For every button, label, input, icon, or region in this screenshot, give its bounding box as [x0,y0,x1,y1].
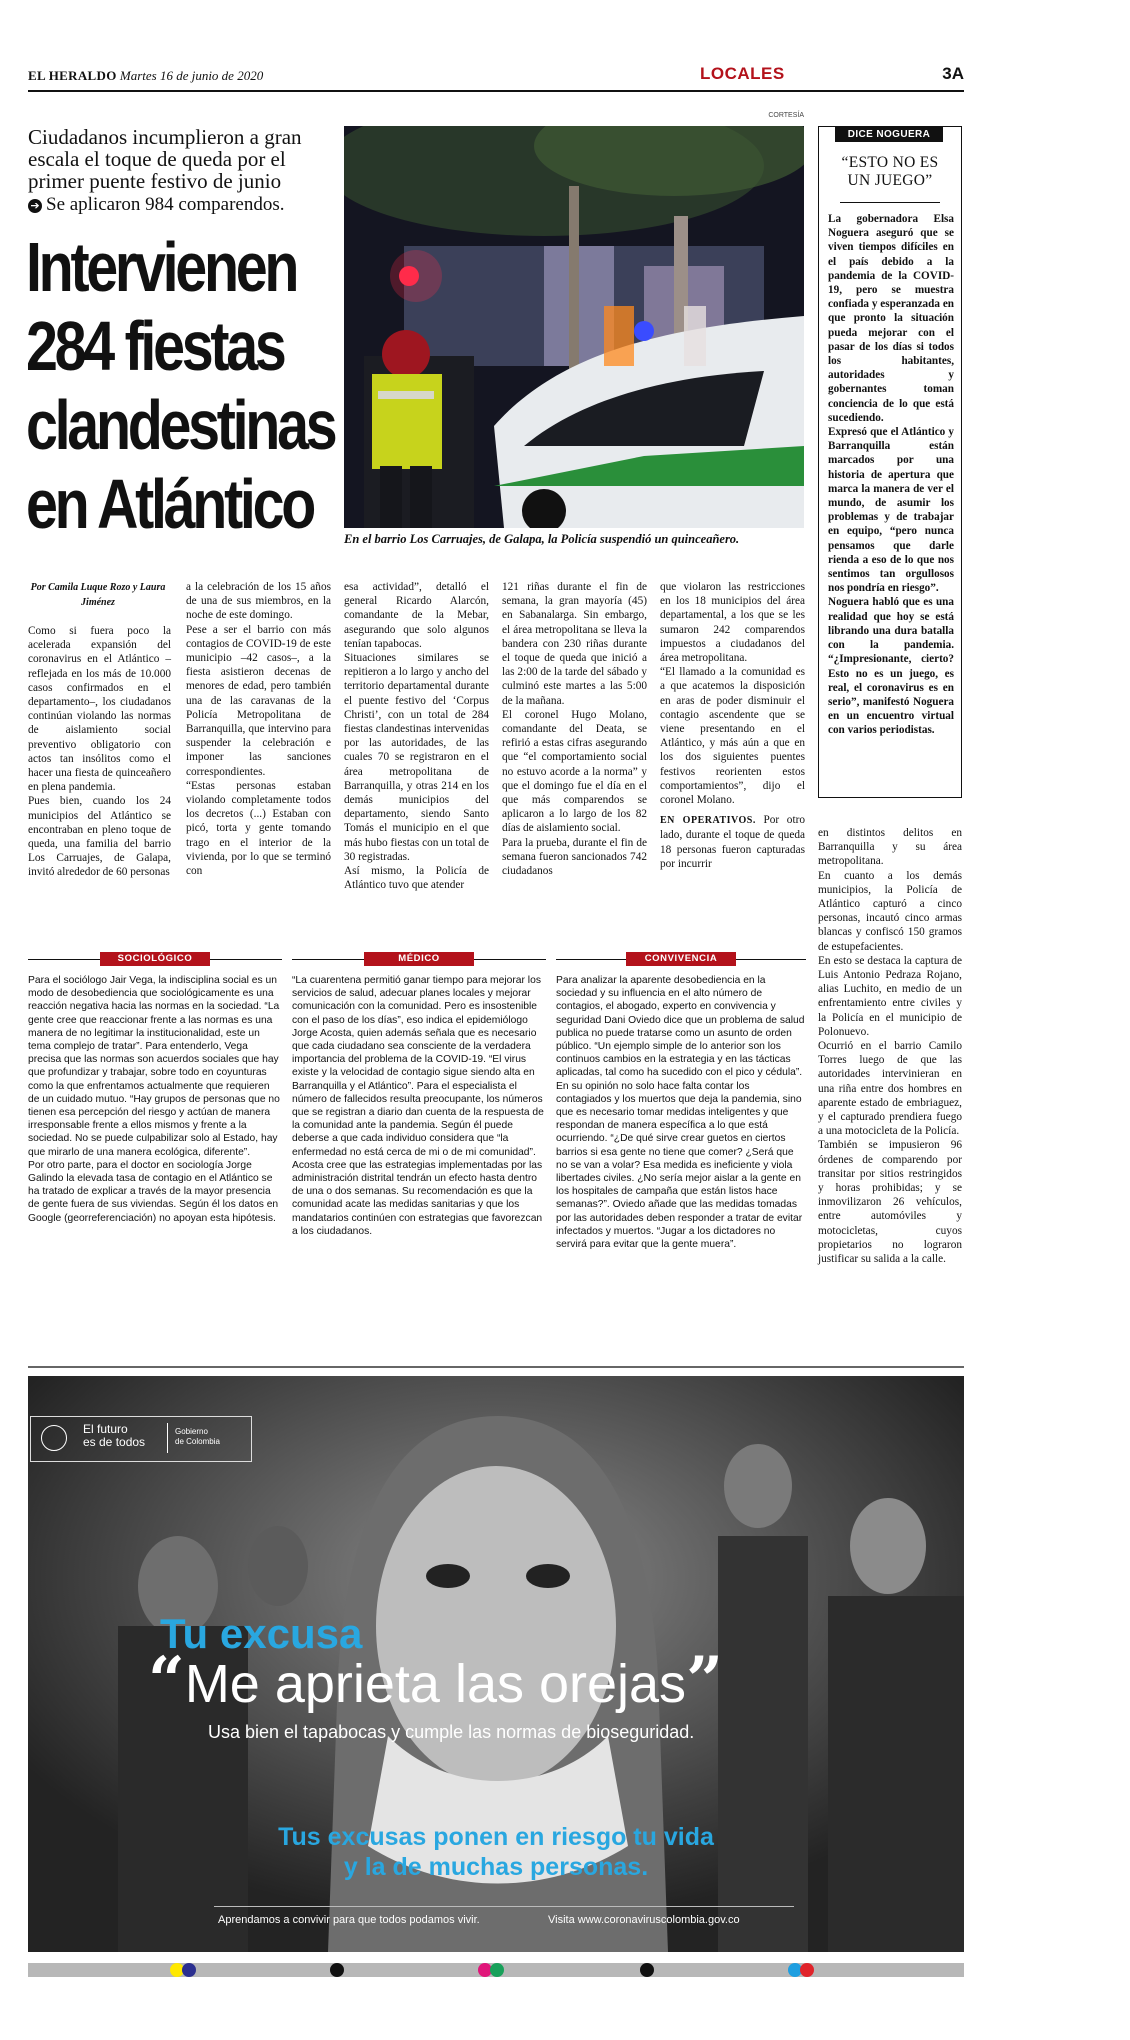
ad-footer-right: Visita www.coronaviruscolombia.gov.co [548,1914,740,1926]
photo-credit: CORTESÍA [768,112,804,119]
arrow-right-circle-icon: ➔ [28,199,42,213]
sidebar-tag: DICE NOGUERA [835,127,943,142]
close-quote-icon: ” [686,1643,723,1718]
ad-logo-box [30,1416,252,1462]
bullet-text: Se aplicaron 984 comparendos. [46,194,285,215]
sidebar-quote: “ESTO NO ES UN JUEGO” [841,154,939,189]
logo-divider [167,1423,168,1453]
ad-footer-rule [214,1906,794,1907]
article-column-5 [660,580,805,871]
subsection-text: Por otro lado, durante el toque de queda 18 personas fueron capturadas por incurrir [660,814,806,870]
kicker: Ciudadanos incumplieron a gran escala el toque de queda por el primer puente festivo de junio [28,125,302,193]
masthead [28,68,263,84]
article-column-2: a la celebración de los 15 años de una de sus miembros, en la noche de este domingo. Pese a ser el barrio con más contagios de COVID-19 de este municipio –42 casos–, a la fiesta asistieron decenas de menores de edad, pero también una de las caravanas de la Policía Metropolitana de Barranquilla, que intervino para suspender la celebración e imponer las sanciones correspondientes. “Estas personas estaban violando completamente todos los decretos (...) Estaban con picó, torta y gente tomando trago en el interior de la vivienda, por lo que se terminó con [186,581,331,878]
column-5-text: que violaron las restricciones en los 18 municipios del área departamental, a los que se les sumaron 242 comparendos impuestos a ciudadanos del área metropolitana. “El llamado a la comunidad es a que acatemos la disposición en aras de poder disminuir el contagio ascendente que se viene presentando en el Atlántico, y más aún a que en los dos siguientes puentes festivos reorienten estos comportamientos”, dijo el coronel Molano. [660,581,805,807]
page-number: 3A [942,64,964,83]
column-5-subsection [660,813,805,871]
reg-red-mark [800,1963,814,1977]
ad-quote [148,1643,723,1718]
article-column-6: en distintos delitos en Barranquilla y su área metropolitana. En cuanto a los demás municipios, la Policía de Atlántico capturó a cinco personas, incautó cinco armas blancas y confiscó 150 gramos de estupefacientes. En esto se destaca la captura de Luis Antonio Pedraza Rojano, alias Luchito, en medio de un enfrentamiento entre civiles y la Policía en el municipio de Polonuevo. Ocurrió en el barrio Camilo Torres luego de que las autoridades intervinieran en una riña entre dos hombres en aparente estado de embriaguez, y el capturado prendiera fuego a una motocicleta de la Policía. También se impusieron 96 órdenes de comparendo por transitar por sitios restringidos y horas prohibidas; y se inmovilizaron 26 vehículos, entre automóviles y motocicletas, cuyos propietarios no lograron justificar su salida a la calle. [818,827,962,1266]
article-column-3: esa actividad”, detalló el general Ricardo Alarcón, comandante de la Mebar, asegurando que solo algunos tenían tapabocas. Situaciones similares se repitieron a lo largo y ancho del territorio departamental durante el puente festivo del ‘Corpus Christi’, con un total de 284 fiestas clandestinas intervenidas por las autoridades, de las cuales 70 se registraron en el área metropolitana de Barranquilla, y otras 214 en los demás municipios del departamento, siendo Santo Tomás el municipio en el que más hubo fiestas con un total de 30 registradas. Así mismo, la Policía de Atlántico tuvo que atender [344,581,489,892]
sidebar-divider [840,202,940,203]
open-quote-icon: “ [148,1643,185,1718]
reg-black-mark [330,1963,344,1977]
advertisement [28,1376,964,1952]
photo-scene [344,126,804,528]
reg-blue-mark [182,1963,196,1977]
coat-of-arms-icon [41,1425,67,1451]
ad-risk-message [28,1822,964,1882]
issue-date: Martes 16 de junio de 2020 [119,68,264,83]
ad-subtitle: Usa bien el tapabocas y cumple las normas de bioseguridad. [208,1722,695,1742]
sidebar-body: La gobernadora Elsa Noguera aseguró que se viven tiempos difíciles en el país debido a la pandemia de la COVID-19, pero se muestra confiada y esperanzada en que pronto la situación pueda mejorar con el pasar de los días si todos los habitantes, autoridades y gobernantes toman conciencia de lo que está sucediendo. Expresó que el Atlántico y Barranquilla están marcados por una historia de apertura que marca la manera de ver el mundo, de asumir los problemas y de trabajar en equipo, “pero nunca pensamos que darle rienda a eso de lo que nos sentimos tan orgullosos nos pondría en riesgo”. Noguera habló que es una realidad que hoy se está librando una dura batalla con la pandemia. “¿Impresionante, cierto? Esto no es un juego, es real, el coronavirus es en serio”, manifestó Noguera en un encuentro virtual con varios periodistas. [828,213,954,737]
logo-line-2: es de todos [83,1435,146,1449]
risk-line-2: y la de muchas personas. [343,1853,649,1881]
byline: Por Camila Luque Rozo y Laura Jiménez [30,582,166,608]
box-text: Para analizar la aparente desobediencia en la sociedad y su influencia en el alto número de contagios, el abogado, experto en convivencia y seguridad Dani Oviedo dice que un problema de salud publica no puede tratarse como un asunto de orden público. “Un ejemplo simple de lo anterior son los continuos cambios en la estrategia y en las tácticas aplicadas, tal como ha sucedido con el pico y cédula”. En su opinión no solo hace falta contar los contagiados y los muertos que deja la pandemia, sino que es necesario tomar medidas inteligentes y que respondan de manera específica a lo que está ocurriendo. “¿De qué sirve crear guetos en ciertos barrios si esa gente no tiene que comer? ¿Será que no se van a volar? Esa medida es ineficiente y viola libertades civiles. ¿No sería mejor aislar a la gente en los hospitales de campaña que están listos hace semanas?”. Oviedo añade que las medidas tomadas por las autoridades deben responder a tratar de evitar infectados y muertos. “Jugar a los dictadores no servirá para evitar que la gente muera”. [556,975,805,1251]
ad-excuse-label: Tu excusa [160,1610,363,1657]
box-label: CONVIVENCIA [626,952,736,966]
ad-quote-text: Me aprieta las orejas [184,1654,687,1714]
logo-government [175,1427,220,1447]
article-column-4: 121 riñas durante el fin de semana, la gran mayoría (45) en Sabanalarga. Sin embargo, el área metropolitana se lleva la bandera con 230 riñas durante el toque de queda que inició a las 2:00 de la tarde del sábado y culminó este martes a las 5:00 de la mañana. El coronel Hugo Molano, comandante del Deata, se refirió a estas cifras asegurando que “el comportamiento social no estuvo acorde a la norma” y que el domingo fue el día en el que más comparendos se aplicaron a lo largo de los 82 días de aislamiento social. Para la prueba, durante el fin de semana fueron sancionados 742 ciudadanos [502,581,647,878]
logo-right-1: Gobierno [175,1427,208,1436]
masthead-rule [28,90,964,92]
paper-name: EL HERALDO [28,68,117,83]
logo-right-2: de Colombia [175,1437,220,1446]
ad-separator [28,1366,964,1368]
article-column-1: Como si fuera poco la acelerada expansión del coronavirus en el Atlántico –reflejada en los más de 10.000 casos confirmados en el departamento–, los ciudadanos continúan violando las normas de aislamiento social preventivo obligatorio con actos tan insólitos como el hacer una fiesta de quinceañero en plena pandemia. Pues bien, cuando los 24 municipios del Atlántico se encontraban en pleno toque de queda, una familia del barrio Los Carruajes, de Galapa, invitó alrededor de 60 personas [28,625,171,879]
box-label: SOCIOLÓGICO [100,952,210,966]
lead-photo [344,126,804,528]
kicker-bullet [28,194,348,216]
ad-footer-left: Aprendamos a convivir para que todos podamos vivir. [218,1914,480,1926]
subsection-lead: EN OPERATIVOS. [660,815,756,827]
risk-line-1: Tus excusas ponen en riesgo tu vida [278,1823,714,1851]
photo-caption: En el barrio Los Carruajes, de Galapa, la Policía suspendió un quinceañero. [344,532,740,546]
box-text: “La cuarentena permitió ganar tiempo para mejorar los servicios de salud, adecuar planes locales y mejorar comunicación con la comunidad. Pero es insostenible con el paso de los días”, eso indica el epidemiólogo Jorge Acosta, quien además señala que es necesario que cada ciudadano sea consciente de la verdadera importancia del problema de la COVID-19. “El virus existe y la velocidad de contagio sigue siendo alta en Barranquilla y el Atlántico”. Para el especialista el número de fallecidos resulta preocupante, los números que se registran a diario dan cuenta de la respuesta de la comunidad ante la pandemia. Según él puede deberse a que cada individuo considera que “la enfermedad no está cerca de mi o de mi comunidad”. Acosta cree que las estrategias implementadas por las administración distrital tendrán un efecto hasta dentro de una o dos semanas. Su recomendación es que la comunidad acate las medidas sanitarias y que los mandatarios continúen con estrategias que favorezcan a los ciudadanos. [292,975,544,1237]
box-label: MÉDICO [364,952,474,966]
reg-green-mark [490,1963,504,1977]
reg-black-mark [640,1963,654,1977]
headline: Intervienen 284 fiestas clandestinas en Atlántico [26,228,335,543]
logo-slogan [83,1423,145,1449]
logo-line-1: El futuro [83,1422,128,1436]
box-text: Para el sociólogo Jair Vega, la indisciplina social es un modo de desobediencia que sociológicamente es una reacción negativa hacia las normas en la sociedad. “La gente cree que reaccionar frente a las normas es una manera de no legitimar la institucionalidad, este un tema complejo de tratar”. Para entenderlo, Vega precisa que las normas son acuerdos sociales que hay que profundizar y trabajar, sobre todo en coyunturas como la que enfrentamos actualmente que requieren de un cuidado mutuo. “Hay grupos de personas que no tienen esa percepción del riesgo y actúan de manera irresponsable frente a ellos mismos y frente a la sociedad. No se puede culpabilizar solo al Estado, hay que mirarlo de una manera ecológica, diferente”. Por otro parte, para el doctor en sociología Jorge Galindo la elevada tasa de contagio en el Atlántico se ha tratado de explicar a través de la mayor presencia de gente fuera de sus viviendas. Según él los datos en Google (georreferenciación) no apoyan esta hipótesis. [28,975,280,1224]
section-name: LOCALES [700,64,785,83]
